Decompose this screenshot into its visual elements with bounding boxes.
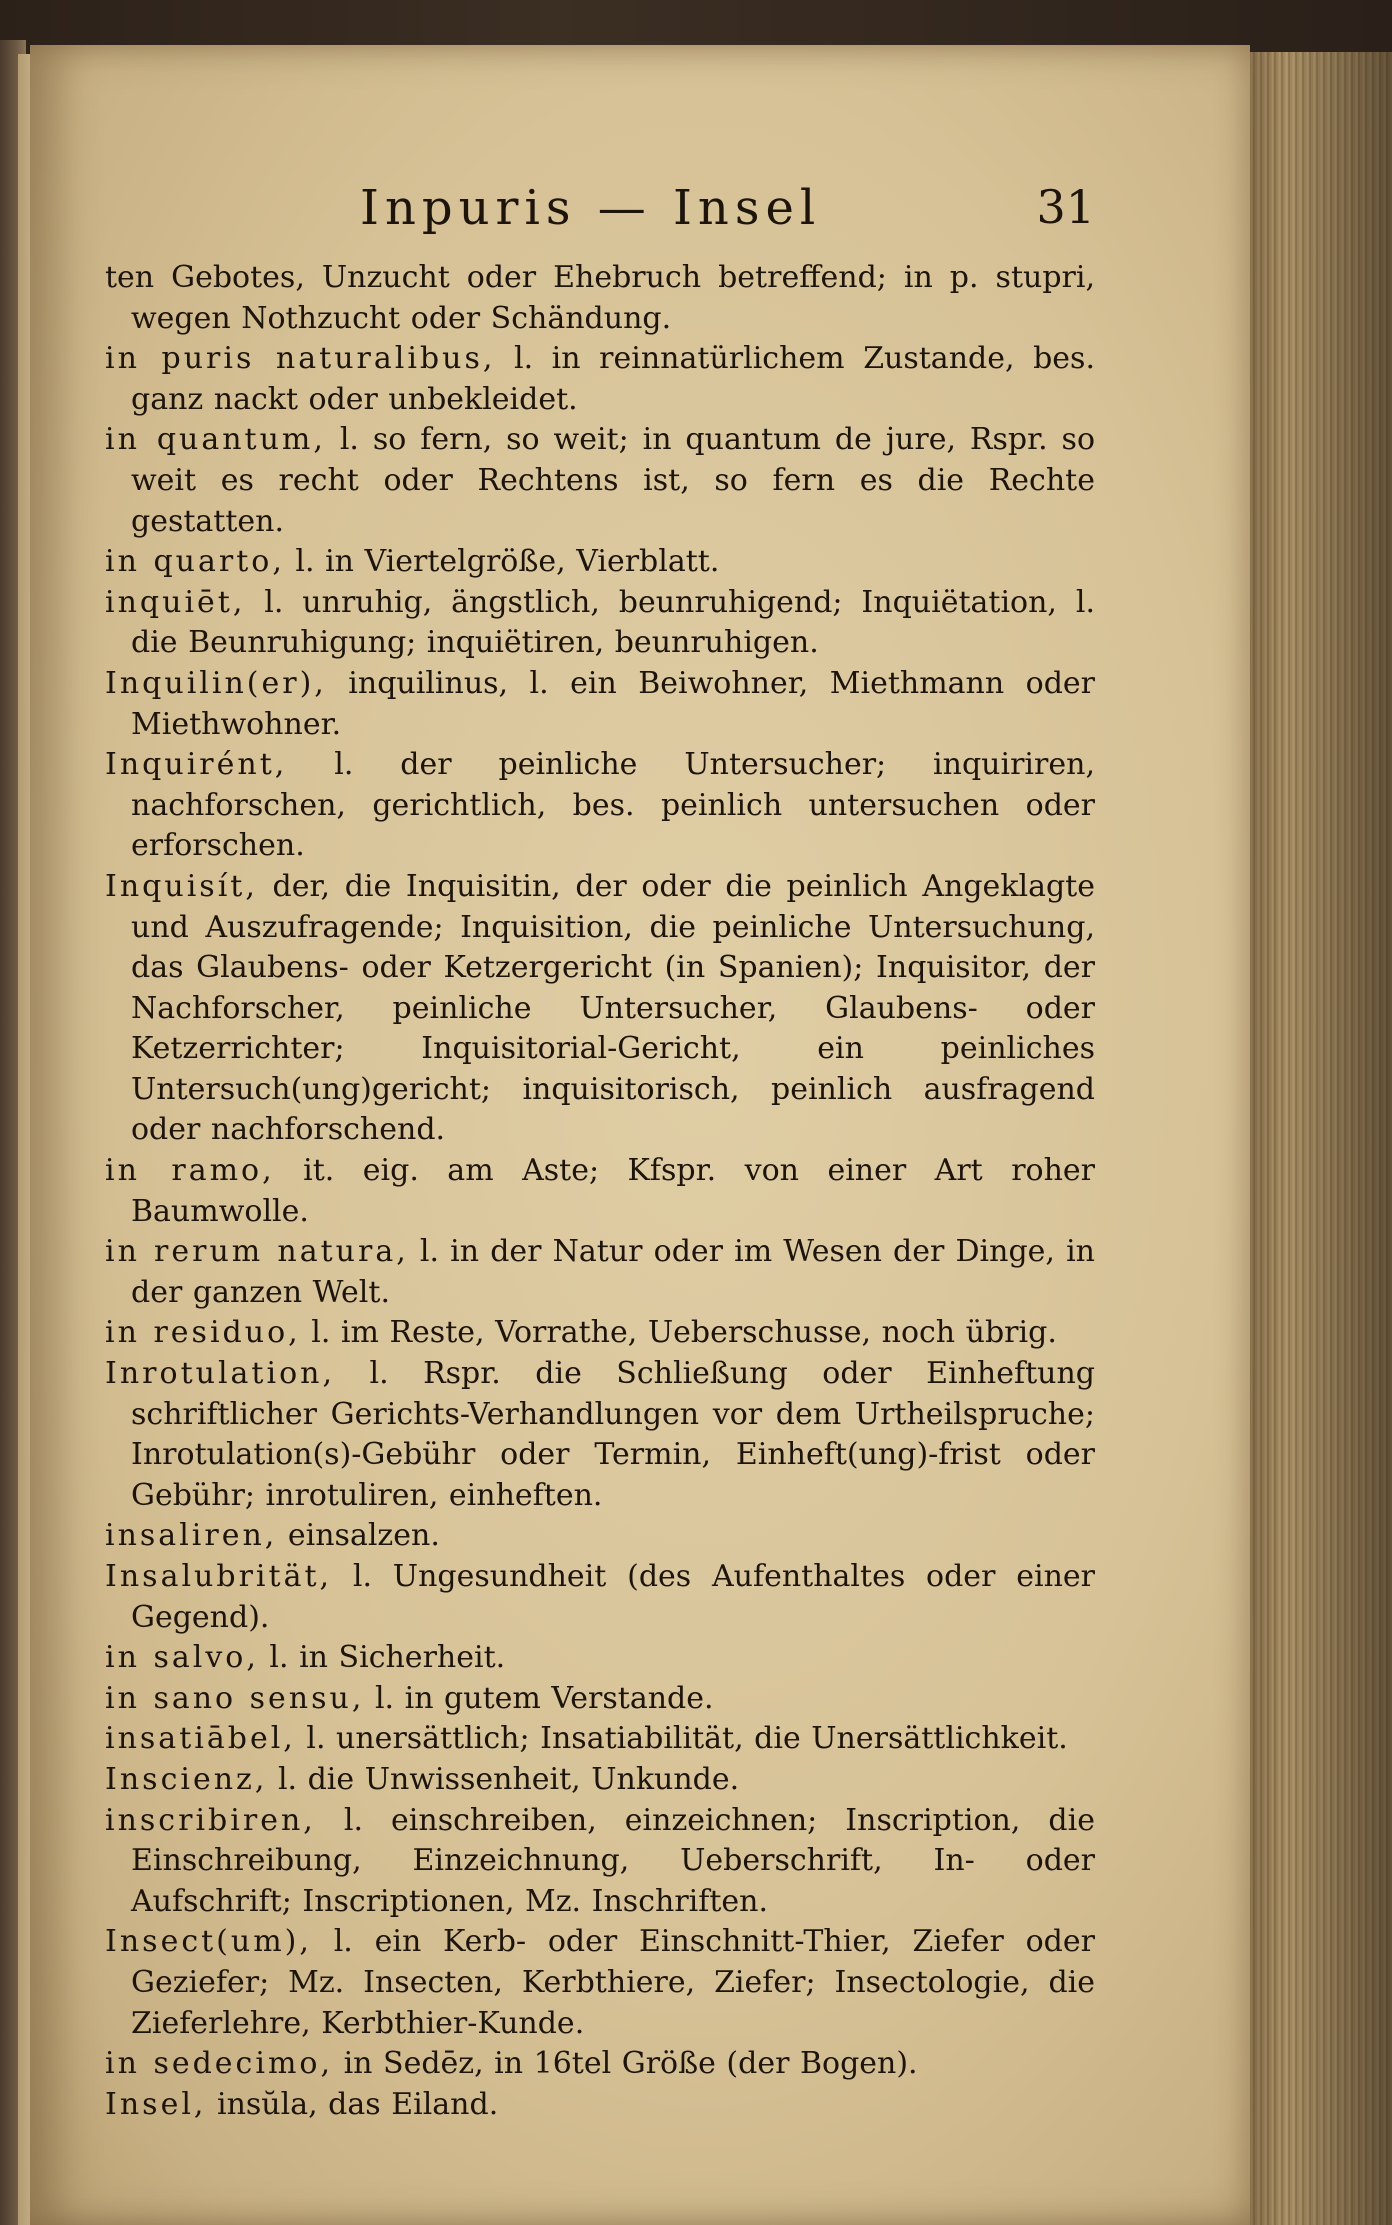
dictionary-entry (105, 1801, 1095, 1923)
entry-text: l. unersättlich; Insatiabilität, die Unersättlichkeit. (306, 1721, 1068, 1757)
entry-lemma: in rerum natura, (105, 1234, 409, 1270)
entry-text: l. einschreiben, einzeichnen; Inscription, die Einschreibung, Einzeichnung, Ueberschrift, In- oder Aufschrift; Inscriptionen, Mz. Inschriften. (131, 1802, 1095, 1919)
page-header (105, 170, 1095, 250)
entry-lemma: Inquisít, (105, 868, 258, 904)
entry-lemma: inscribiren, (105, 1802, 316, 1838)
entry-lemma: Insect(um), (105, 1924, 312, 1960)
dictionary-entry (105, 745, 1095, 867)
running-head: Inpuris — Insel (360, 180, 822, 236)
page-content (105, 170, 1095, 2125)
dictionary-entry (105, 2085, 1095, 2126)
entry-lemma: Inrotulation, (105, 1356, 336, 1392)
entry-text: l. in der Natur oder im Wesen der Dinge, in der ganzen Welt. (131, 1234, 1095, 1310)
entry-text: l. so fern, so weit; in quantum de jure, Rspr. so weit es recht oder Rechtens ist, so fern es die Rechte gestatten. (131, 422, 1096, 539)
entry-lemma: in puris naturalibus, (105, 341, 496, 377)
dictionary-entry (105, 867, 1095, 1151)
entry-lemma: in quarto, (105, 544, 285, 580)
page-stack-shadow (1242, 52, 1392, 2225)
entry-lemma: Inquirént, (105, 747, 288, 783)
entry-lemma: in quantum, (105, 422, 326, 458)
dictionary-entries (105, 258, 1095, 2125)
entry-text: einsalzen. (287, 1518, 440, 1554)
dictionary-entry (105, 1679, 1095, 1720)
dictionary-entry (105, 1151, 1095, 1232)
entry-lemma: in sedecimo, (105, 2046, 334, 2082)
dictionary-entry (105, 583, 1095, 664)
entry-lemma: Inquilin(er), (105, 665, 327, 701)
dictionary-entry (105, 339, 1095, 420)
entry-text: in Sedēz, in 16tel Größe (der Bogen). (343, 2046, 918, 2082)
entry-text: l. die Unwissenheit, Unkunde. (277, 1761, 740, 1797)
dictionary-entry (105, 1638, 1095, 1679)
page-number: 31 (1036, 180, 1095, 234)
entry-text: l. in Sicherheit. (269, 1640, 506, 1676)
entry-text: der, die Inquisitin, der oder die peinlich Angeklagte und Auszufragende; Inquisition, die peinliche Untersuchung, das Glaubens- oder Ketzergericht (in Spanien); Inquisitor, der Nachforscher, peinliche Untersucher, Glaubens- oder Ketzerrichter; Inquisitorial-Gericht, ein peinliches Untersuch(ung)gericht; inquisitorisch, peinlich ausfragend oder nachforschend. (131, 868, 1095, 1148)
entry-text: it. eig. am Aste; Kfspr. von einer Art roher Baumwolle. (131, 1153, 1096, 1229)
entry-lemma: inquiēt, (105, 584, 246, 620)
entry-text: l. in reinnatürlichem Zustande, bes. ganz nackt oder unbekleidet. (131, 341, 1095, 417)
dictionary-entry (105, 2044, 1095, 2085)
entry-text: l. unruhig, ängstlich, beunruhigend; Inquiëtation, l. die Beunruhigung; inquiëtiren, beunruhigen. (131, 584, 1095, 661)
entry-lemma: in ramo, (105, 1153, 275, 1189)
entry-lemma: in sano sensu, (105, 1680, 365, 1716)
entry-lemma: Insel, (105, 2086, 207, 2122)
entry-text: l. ein Kerb- oder Einschnitt-Thier, Ziefer oder Geziefer; Mz. Insecten, Kerbthiere, Ziefer; Insectologie, die Zieferlehre, Kerbthier-Kunde. (131, 1924, 1095, 2041)
dictionary-entry (105, 664, 1095, 745)
dictionary-entry (105, 1922, 1095, 2044)
entry-text: l. in gutem Verstande. (374, 1680, 714, 1716)
entry-text: insŭla, das Eiland. (217, 2086, 499, 2122)
entry-lemma: Inscienz, (105, 1761, 268, 1797)
dictionary-entry (105, 1760, 1095, 1801)
dictionary-entry (105, 1313, 1095, 1354)
dictionary-entry (105, 542, 1095, 583)
entry-lemma: insatiābel, (105, 1721, 296, 1757)
dictionary-entry (105, 420, 1095, 542)
entry-lemma: Insalubrität, (105, 1559, 333, 1594)
dictionary-entry (105, 1557, 1095, 1638)
entry-text: ten Gebotes, Unzucht oder Ehebruch betreffend; in p. stupri, wegen Nothzucht oder Schändung. (105, 260, 1095, 336)
dictionary-entry (105, 1516, 1095, 1557)
entry-text: l. Ungesundheit (des Aufenthaltes oder einer Gegend). (131, 1559, 1095, 1635)
entry-text: l. Rspr. die Schließung oder Einheftung schriftlicher Gerichts-Verhandlungen vor dem Urtheilspruche; Inrotulation(s)-Gebühr oder Termin, Einheft(ung)-frist oder Gebühr; inrotuliren, einheften. (131, 1356, 1095, 1513)
dictionary-entry (105, 1354, 1095, 1516)
entry-lemma: insaliren, (105, 1518, 278, 1554)
entry-text: l. der peinliche Untersucher; inquiriren, nachforschen, gerichtlich, bes. peinlich untersuchen oder erforschen. (131, 747, 1095, 864)
entry-lemma: in residuo, (105, 1315, 301, 1351)
entry-text: l. im Reste, Vorrathe, Ueberschusse, noch übrig. (311, 1315, 1057, 1351)
dictionary-entry (105, 1719, 1095, 1760)
entry-text: inquilinus, l. ein Beiwohner, Miethmann oder Miethwohner. (131, 665, 1095, 742)
entry-text: l. in Viertelgröße, Vierblatt. (295, 544, 720, 580)
dictionary-entry (105, 1232, 1095, 1313)
dictionary-entry (105, 258, 1095, 339)
entry-lemma: in salvo, (105, 1640, 259, 1676)
